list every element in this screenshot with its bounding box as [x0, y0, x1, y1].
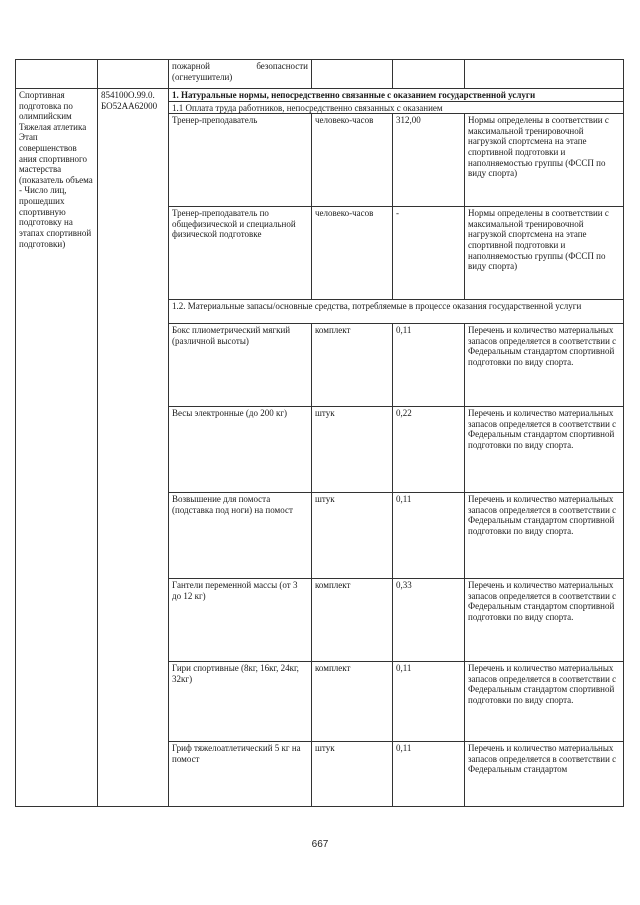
item-name: Бокс плиометрический мягкий (различной высоты)	[169, 324, 312, 407]
item-value: 0,11	[393, 324, 465, 407]
item-name: Гантели переменной массы (от 3 до 12 кг)	[169, 579, 312, 662]
item-note: Перечень и количество материальных запасов определяется в соответствии с Федеральным стандартом спортивной подготовки по виду спорта.	[465, 493, 624, 579]
item-note: Перечень и количество материальных запасов определяется в соответствии с Федеральным стандартом спортивной подготовки по виду спорта.	[465, 662, 624, 742]
item-note: Нормы определены в соответствии с максимальной тренировочной нагрузкой спортсмена на этапе спортивной подготовки и наполняемостью группы (ФССП по виду спорта)	[465, 114, 624, 207]
item-unit: человеко-часов	[312, 114, 393, 207]
item-note: Нормы определены в соответствии с максимальной тренировочной нагрузкой спортсмена на этапе спортивной подготовки и наполняемостью группы (ФССП по виду спорта)	[465, 207, 624, 300]
item-name: Весы электронные (до 200 кг)	[169, 407, 312, 493]
item-name: Гриф тяжелоатлетический 5 кг на помост	[169, 742, 312, 807]
item-note: Перечень и количество материальных запасов определяется в соответствии с Федеральным стандартом	[465, 742, 624, 807]
section-heading: 1. Натуральные нормы, непосредственно связанные с оказанием государственной услуги	[169, 89, 624, 102]
table-row	[16, 60, 624, 89]
item-value: -	[393, 207, 465, 300]
table-row	[16, 89, 624, 102]
item-unit: комплект	[312, 662, 393, 742]
item-note: Перечень и количество материальных запасов определяется в соответствии с Федеральным стандартом спортивной подготовки по виду спорта.	[465, 407, 624, 493]
subsection-heading: 1.2. Материальные запасы/основные средства, потребляемые в процессе оказания государственной услуги	[169, 300, 624, 324]
item-name: Возвышение для помоста (подставка под ноги) на помост	[169, 493, 312, 579]
service-code-cell: 854100О.99.0. БО52АА62000	[98, 89, 169, 807]
item-value: 0,33	[393, 579, 465, 662]
item-value: 0,22	[393, 407, 465, 493]
item-value: 0,11	[393, 493, 465, 579]
page-number: 667	[311, 839, 329, 850]
item-value: 0,11	[393, 662, 465, 742]
norms-table	[15, 59, 624, 807]
item-unit: штук	[312, 493, 393, 579]
item-name: Гири спортивные (8кг, 16кг, 24кг, 32кг)	[169, 662, 312, 742]
item-note: Перечень и количество материальных запасов определяется в соответствии с Федеральным стандартом спортивной подготовки по виду спорта.	[465, 324, 624, 407]
item-unit: штук	[312, 742, 393, 807]
table-cell: пожарной безопасности (огнетушители)	[169, 60, 312, 89]
subsection-heading: 1.1 Оплата труда работников, непосредственно связанных с оказанием	[169, 101, 624, 114]
service-name-cell: Спортивная подготовка по олимпийским Тяжелая атлетика Этап совершенствов ания спортивного мастерства (показатель объема - Число лиц, прошедших спортивную подготовку на этапах спортивной подготовки)	[16, 89, 98, 807]
item-value: 0,11	[393, 742, 465, 807]
item-unit: человеко-часов	[312, 207, 393, 300]
item-unit: штук	[312, 407, 393, 493]
item-value: 312,00	[393, 114, 465, 207]
item-name: Тренер-преподаватель	[169, 114, 312, 207]
item-name: Тренер-преподаватель по общефизической и специальной физической подготовке	[169, 207, 312, 300]
item-unit: комплект	[312, 324, 393, 407]
item-note: Перечень и количество материальных запасов определяется в соответствии с Федеральным стандартом спортивной подготовки по виду спорта.	[465, 579, 624, 662]
item-unit: комплект	[312, 579, 393, 662]
